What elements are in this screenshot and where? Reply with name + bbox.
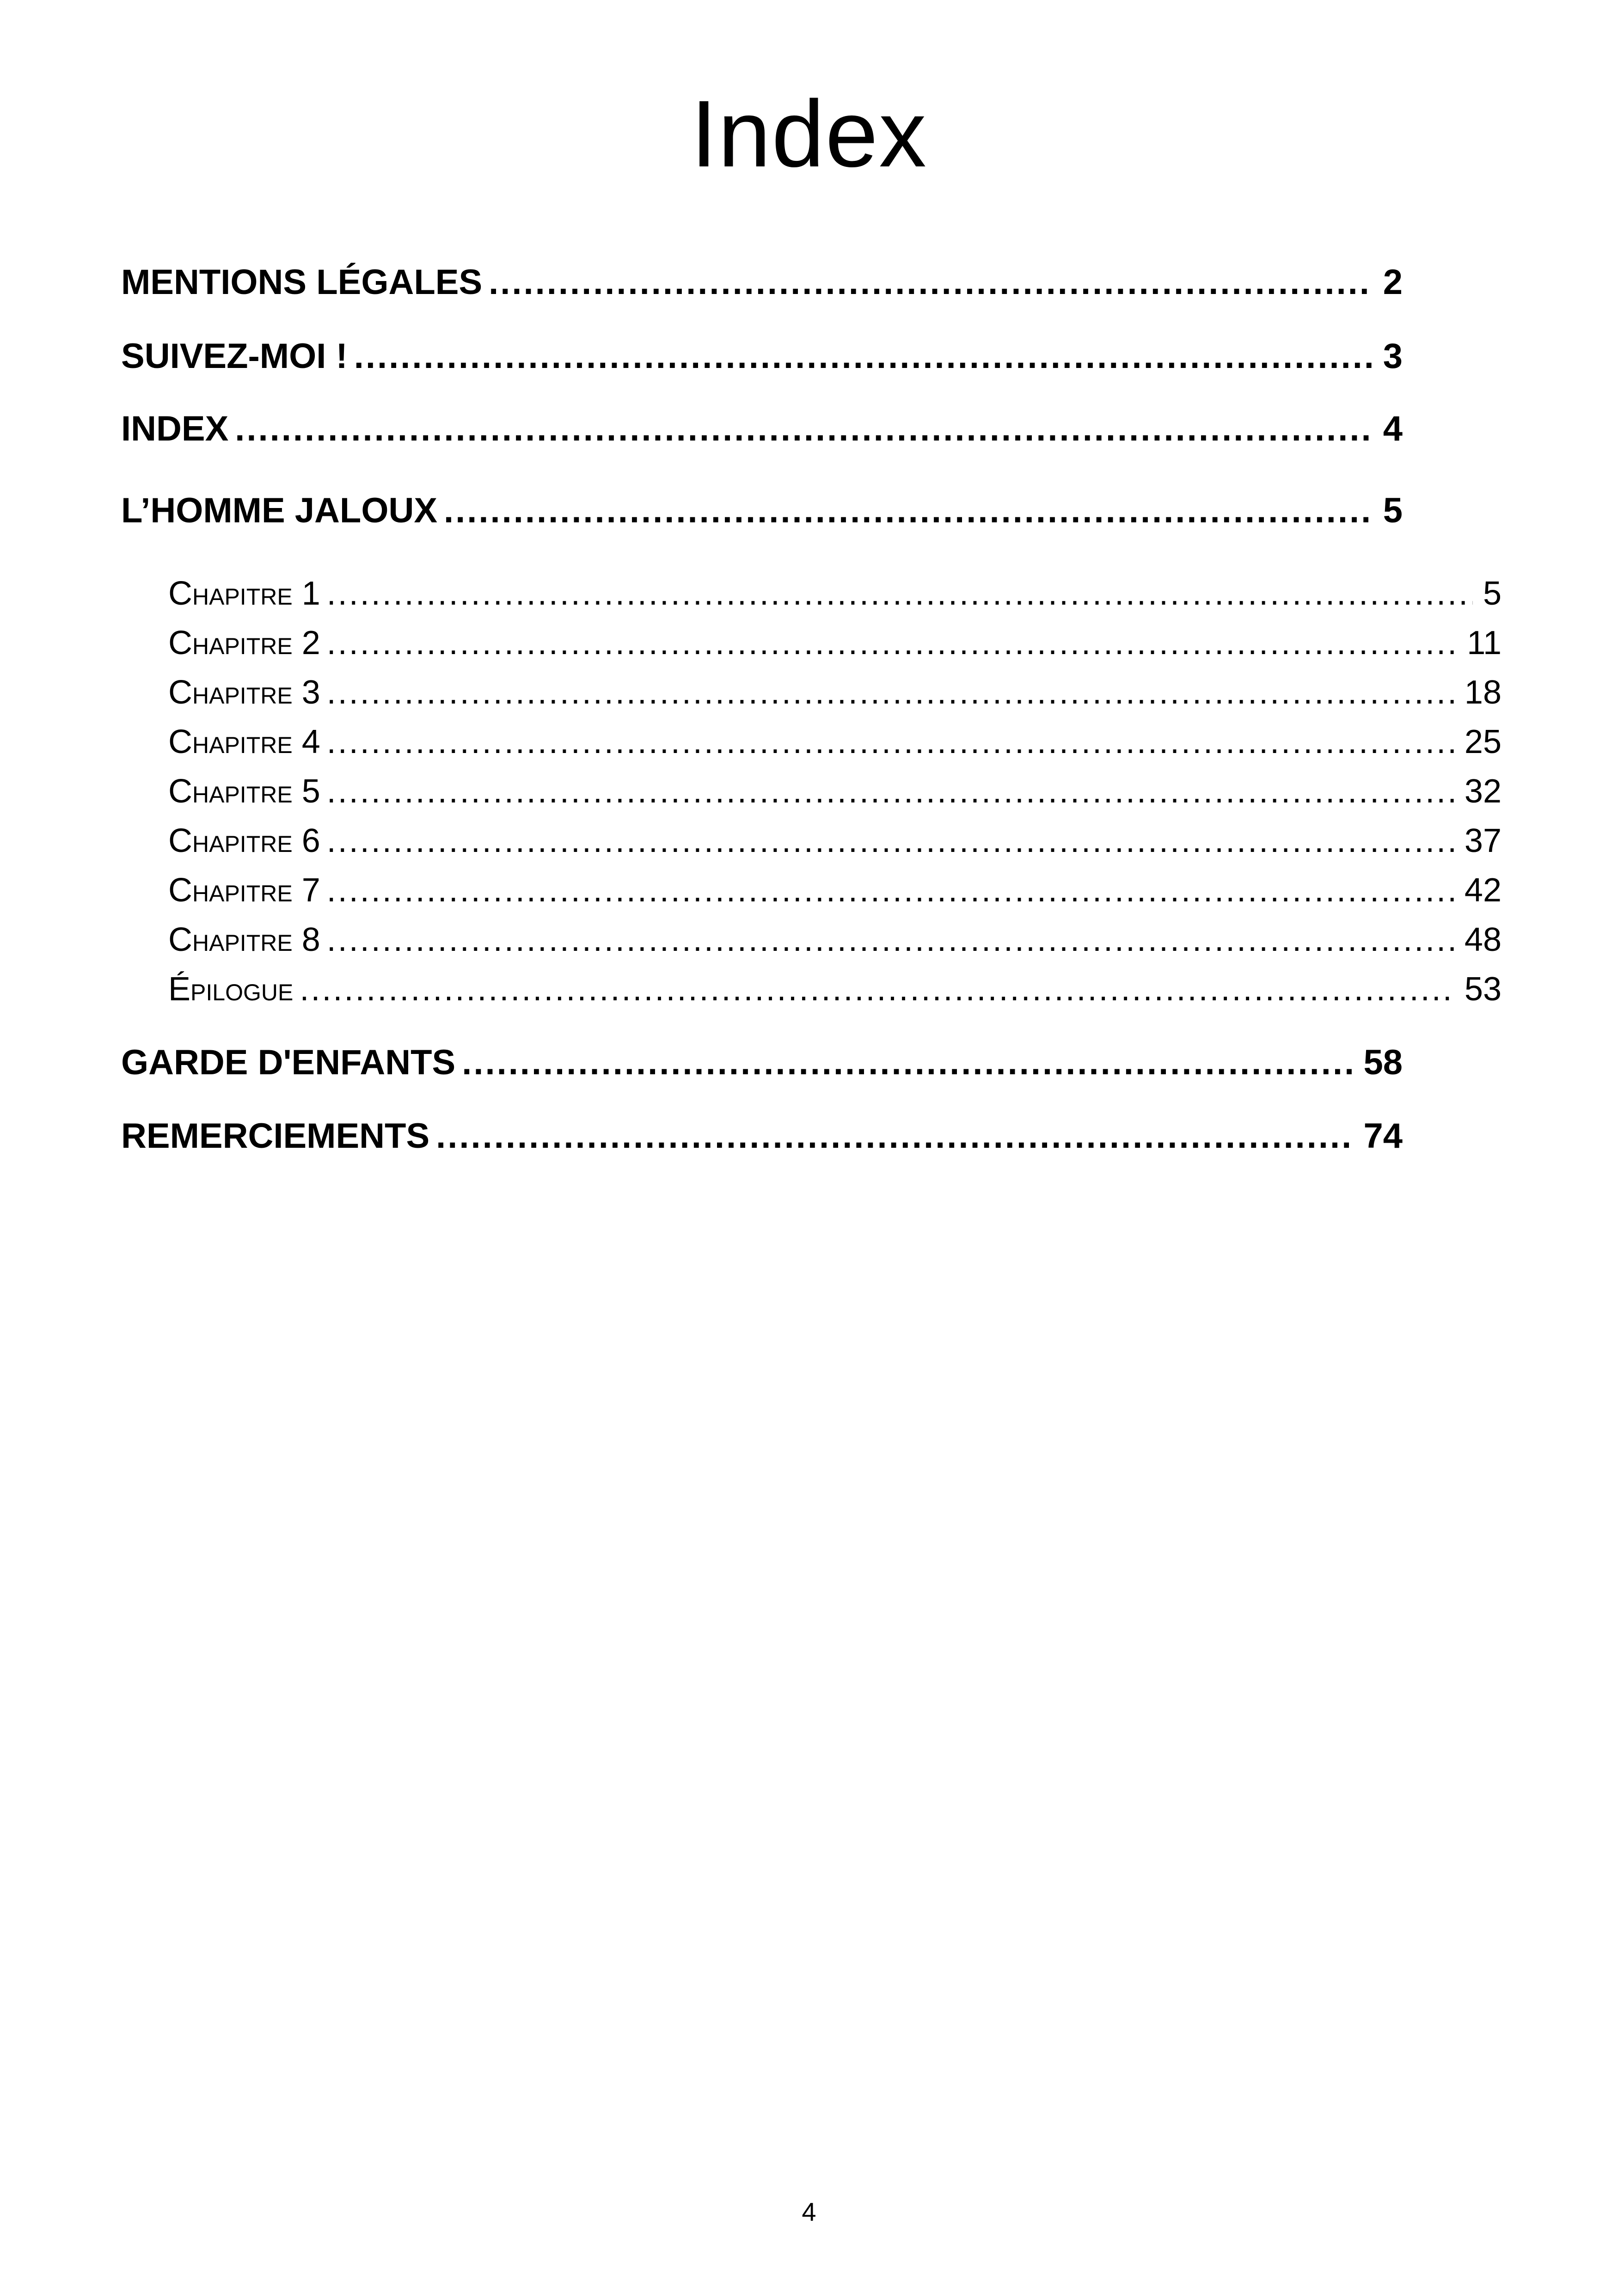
toc-entry-page-number: 48 (1464, 921, 1502, 958)
dot-leader (354, 331, 1373, 382)
dot-leader (489, 257, 1373, 308)
toc-entry-label: Chapitre 4 (168, 723, 320, 760)
dot-leader (235, 404, 1373, 454)
toc-entry-label: Épilogue (168, 971, 294, 1008)
toc-entry-chapitre-2[interactable] (168, 620, 1502, 666)
dot-leader (300, 966, 1454, 1012)
page-number-footer: 4 (802, 2197, 816, 2226)
toc-entry-chapitre-4[interactable] (168, 719, 1502, 765)
dot-leader (436, 1111, 1353, 1162)
toc-entry-label: MENTIONS LÉGALES (121, 263, 483, 302)
toc-entry-label: L’HOMME JALOUX (121, 491, 438, 530)
toc-entry-chapitre-3[interactable] (168, 669, 1502, 716)
toc-entry-page-number: 11 (1467, 625, 1502, 661)
toc-entry-page-number: 53 (1464, 971, 1502, 1008)
toc-entry-page-number: 37 (1464, 822, 1502, 859)
dot-leader (327, 818, 1454, 864)
toc-entry-label: Chapitre 1 (168, 575, 320, 612)
dot-leader (327, 768, 1454, 814)
dot-leader (327, 669, 1454, 716)
dot-leader (327, 719, 1454, 765)
toc-entry-page-number: 42 (1464, 872, 1502, 909)
toc-entry-index[interactable] (121, 404, 1403, 454)
dot-leader (327, 867, 1454, 913)
toc-entry-remerciements[interactable] (121, 1111, 1403, 1162)
toc-entry-epilogue[interactable] (168, 966, 1502, 1012)
toc-entry-page-number: 25 (1464, 723, 1502, 760)
dot-leader (327, 620, 1457, 666)
toc-entry-label: Chapitre 6 (168, 822, 320, 859)
toc-entry-label: GARDE D'ENFANTS (121, 1043, 456, 1082)
toc-entry-label: Chapitre 2 (168, 625, 320, 661)
toc-entry-suivez-moi[interactable] (121, 331, 1403, 382)
toc-entry-page-number: 5 (1483, 575, 1502, 612)
toc-entry-page-number: 58 (1363, 1043, 1403, 1082)
toc-entry-chapitre-8[interactable] (168, 917, 1502, 963)
toc-entry-page-number: 32 (1464, 773, 1502, 810)
dot-leader (444, 485, 1373, 536)
dot-leader (462, 1037, 1353, 1088)
toc-entry-label: Chapitre 8 (168, 921, 320, 958)
toc-entry-page-number: 18 (1464, 674, 1502, 711)
toc-entry-label: Chapitre 3 (168, 674, 320, 711)
toc-entry-label: Chapitre 5 (168, 773, 320, 810)
toc-entry-mentions-legales[interactable] (121, 257, 1403, 308)
dot-leader (327, 917, 1454, 963)
toc-entry-chapitre-1[interactable] (168, 570, 1502, 617)
toc-entry-page-number: 4 (1383, 409, 1403, 448)
toc-entry-page-number: 74 (1363, 1116, 1403, 1156)
toc-entry-page-number: 2 (1383, 263, 1403, 302)
toc-entry-label: INDEX (121, 409, 229, 448)
dot-leader (327, 570, 1473, 617)
toc-entry-label: REMERCIEMENTS (121, 1116, 430, 1156)
toc-entry-label: Chapitre 7 (168, 872, 320, 909)
toc-entry-page-number: 3 (1383, 337, 1403, 376)
toc-entry-chapitre-7[interactable] (168, 867, 1502, 913)
toc-entry-l-homme-jaloux[interactable] (121, 485, 1403, 536)
toc-entry-chapitre-6[interactable] (168, 818, 1502, 864)
toc-entry-chapitre-5[interactable] (168, 768, 1502, 814)
toc-entry-page-number: 5 (1383, 491, 1403, 530)
page-title: Index (691, 81, 927, 187)
toc-entry-garde-d-enfants[interactable] (121, 1037, 1403, 1088)
toc-entry-label: SUIVEZ-MOI ! (121, 337, 348, 376)
